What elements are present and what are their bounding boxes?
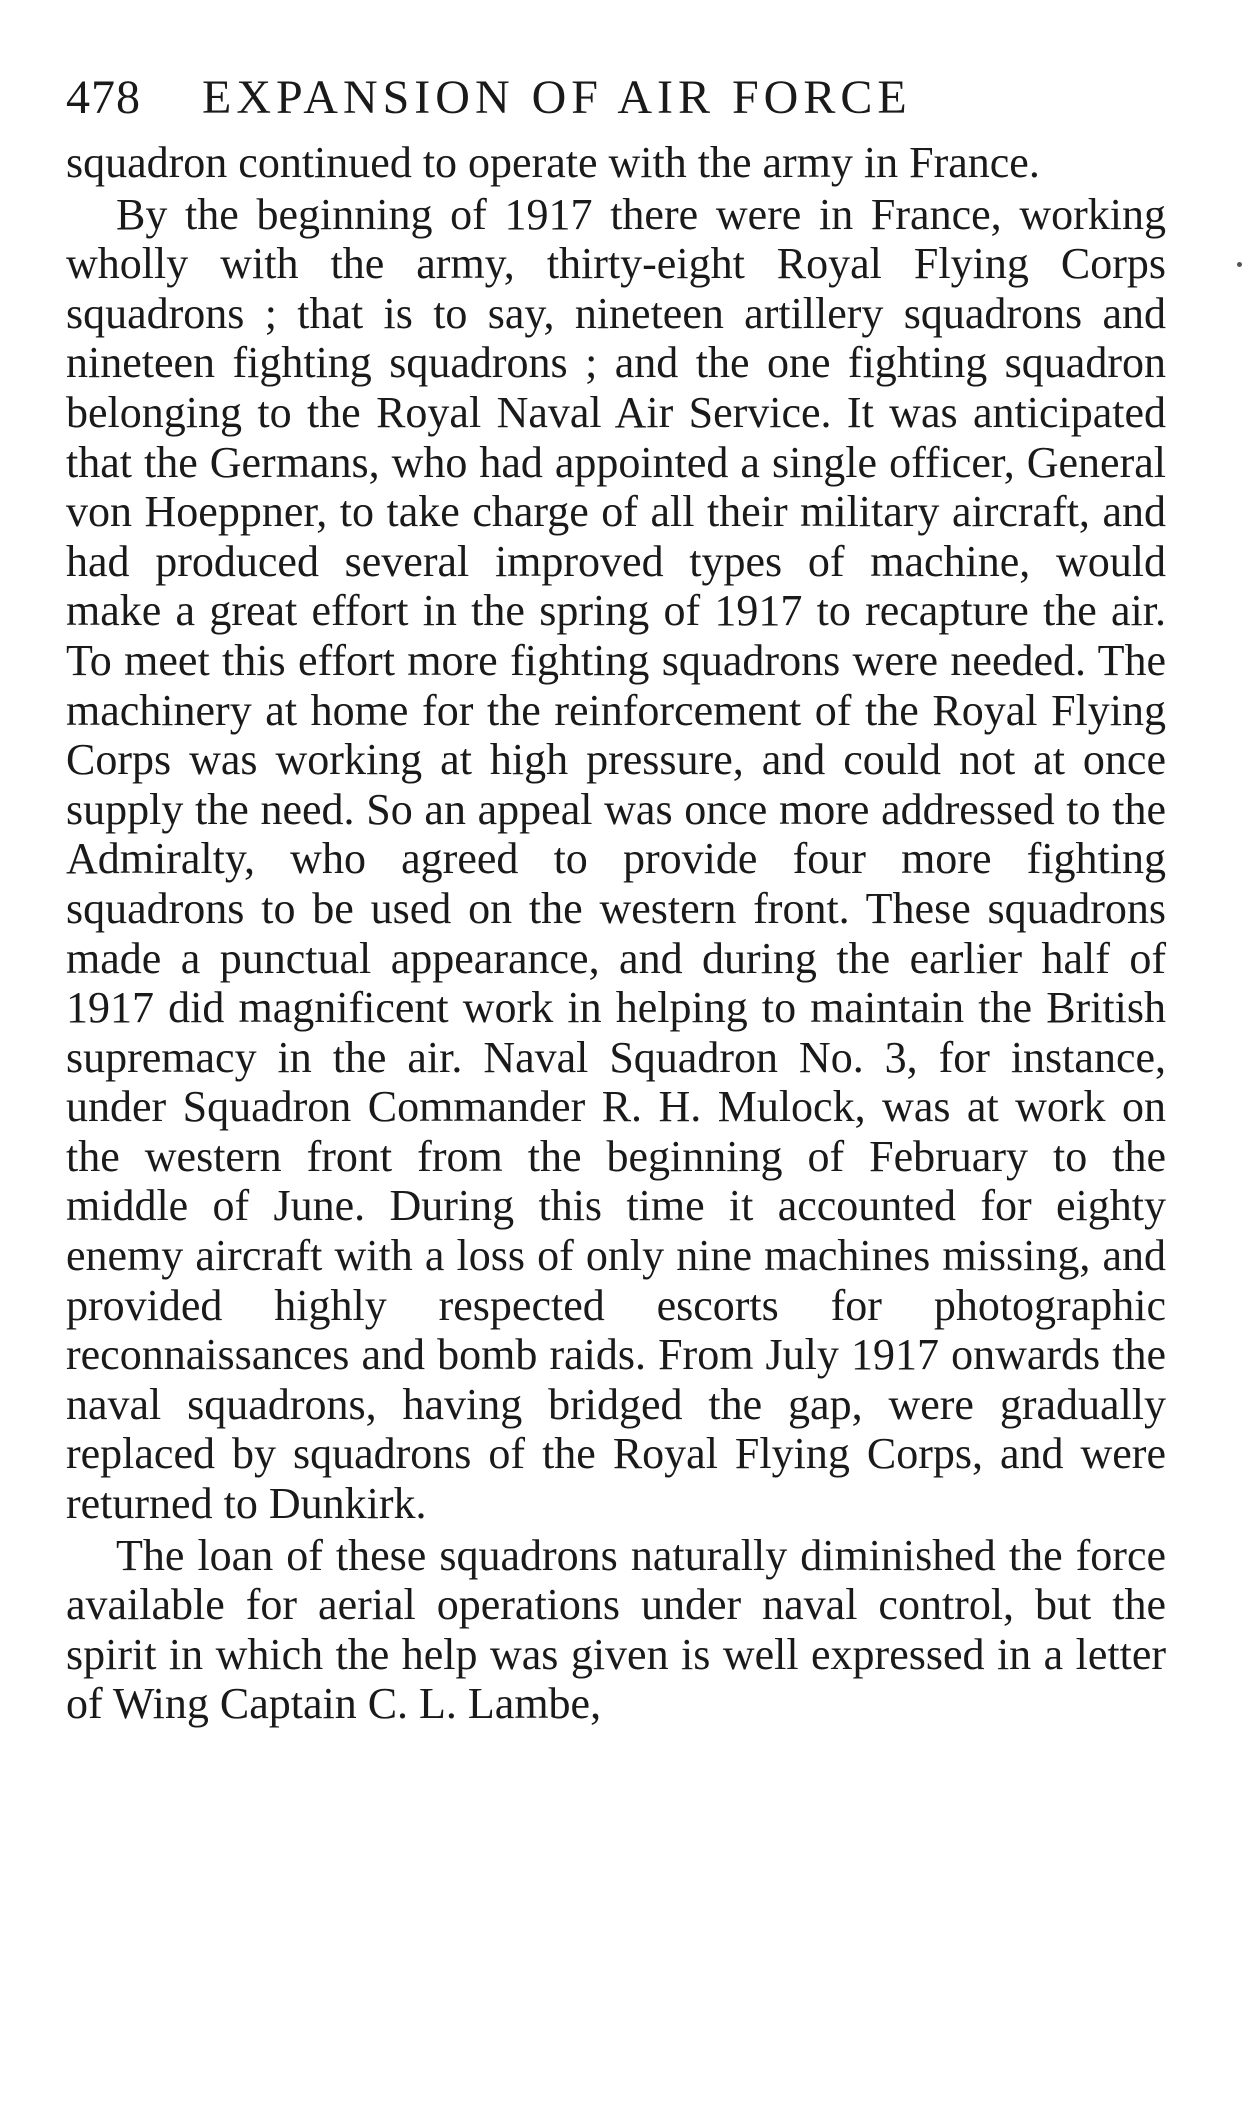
running-title: EXPANSION OF AIR FORCE [202, 71, 912, 124]
page-number: 478 [66, 71, 141, 124]
paragraph: The loan of these squadrons naturally diminished the force available for aerial operations under naval control, but the spirit in which the help was given is well expressed in a letter of Wing Captain C. L. Lambe, [66, 1530, 1166, 1729]
book-page [66, 58, 1166, 1729]
stray-ink-dot [1237, 262, 1242, 267]
body-text [66, 138, 1166, 1729]
paragraph-continuation: squadron continued to operate with the army in France. [66, 138, 1040, 187]
paragraph: By the beginning of 1917 there were in France, working wholly with the army, thirty-eight Royal Flying Corps squadrons ; that is to say, nineteen artillery squadrons and nineteen fighting squadrons ; and the one fighting squadron belonging to the Royal Naval Air Service. It was anticipated that the Germans, who had appointed a single officer, General von Hoeppner, to take charge of all their military aircraft, and had produced several improved types of machine, would make a great effort in the spring of 1917 to recapture the air. To meet this effort more fighting squadrons were needed. The machinery at home for the reinforcement of the Royal Flying Corps was working at high pressure, and could not at once supply the need. So an appeal was once more addressed to the Admiralty, who agreed to provide four more fighting squadrons to be used on the western front. These squadrons made a punctual appearance, and during the earlier half of 1917 did magnificent work in helping to maintain the British supremacy in the air. Naval Squadron No. 3, for instance, under Squadron Commander R. H. Mulock, was at work on the western front from the beginning of February to the middle of June. During this time it accounted for eighty enemy aircraft with a loss of only nine machines missing, and provided highly respected escorts for photographic reconnaissances and bomb raids. From July 1917 onwards the naval squadrons, having bridged the gap, were gradually replaced by squadrons of the Royal Flying Corps, and were returned to Dunkirk. [66, 189, 1166, 1529]
running-head [66, 58, 1166, 138]
